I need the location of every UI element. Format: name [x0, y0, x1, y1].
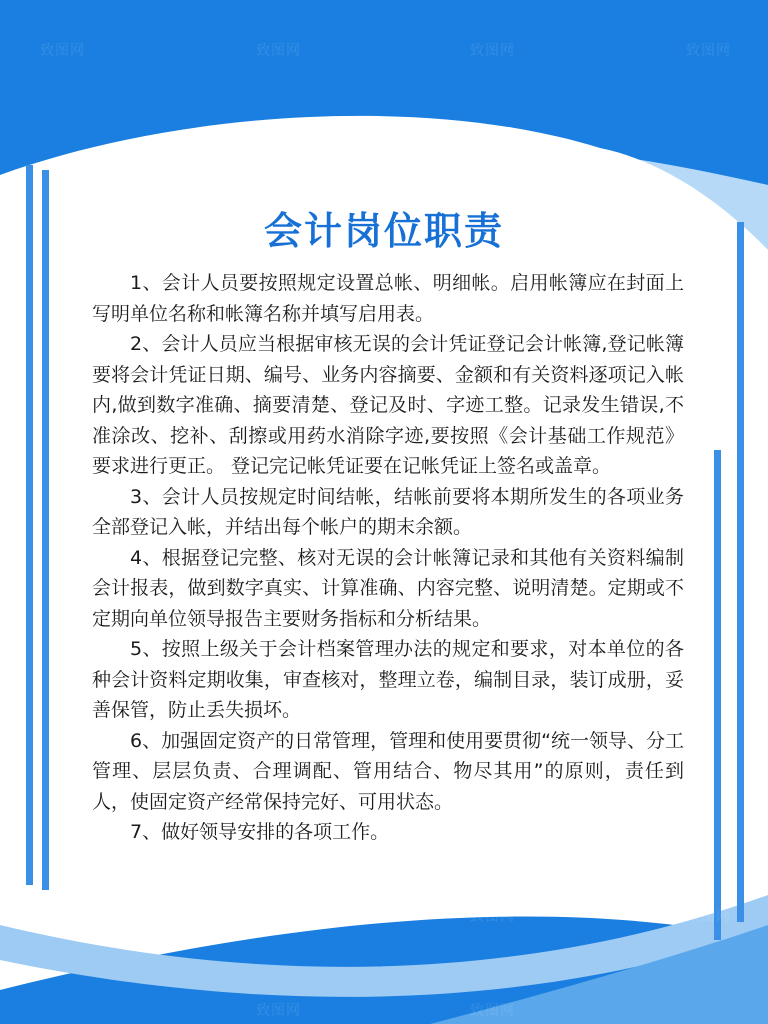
duty-item-3: 3、会计人员按规定时间结帐，结帐前要将本期所发生的各项业务全部登记入帐，并结出每个帐户的期末余额。	[92, 485, 684, 538]
watermark: 致图网	[470, 909, 515, 925]
decor-bar-left-1	[26, 165, 33, 885]
watermark: 致图网	[256, 909, 301, 925]
duty-item-7: 7、做好领导安排的各项工作。	[130, 821, 390, 843]
duty-item-6: 6、加强固定资产的日常管理，管理和使用要贯彻“统一领导、分工管理、层层负责、合理调配、管用结合、物尽其用”的原则，责任到人，使固定资产经常保持完好、可用状态。	[92, 729, 684, 813]
duty-list	[92, 268, 684, 848]
duty-item-5: 5、按照上级关于会计档案管理办法的规定和要求，对本单位的各种会计资料定期收集，审查核对，整理立卷，编制目录，装订成册，妥善保管，防止丢失损坏。	[92, 638, 684, 721]
watermark: 致图网	[40, 43, 85, 59]
decor-bar-left-2	[42, 170, 49, 890]
watermark: 致图网	[470, 1003, 515, 1019]
watermark: 致图网	[686, 909, 731, 925]
duty-item-4: 4、根据登记完整、核对无误的会计帐簿记录和其他有关资料编制会计报表，做到数字真实、计算准确、内容完整、说明清楚。定期或不定期向单位领导报告主要财务指标和分析结果。	[92, 546, 684, 630]
decor-bar-right-1	[737, 222, 744, 922]
watermark: 致图网	[40, 909, 85, 925]
duty-item-2: 2、会计人员应当根据审核无误的会计凭证登记会计帐簿,登记帐簿要将会计凭证日期、编号、业务内容摘要、金额和有关资料逐项记入帐内,做到数字准确、摘要清楚、登记及时、字迹工整。记录发生错误,不准涂改、挖补、刮擦或用药水消除字迹,要按照《会计基础工作规范》要求进行更正。 登记完记帐凭证要在记帐凭证上签名或盖章。	[92, 333, 684, 477]
watermark: 致图网	[256, 1003, 301, 1019]
duty-item-1: 1、会计人员要按照规定设置总帐、明细帐。启用帐簿应在封面上写明单位名称和帐簿名称并填写启用表。	[92, 272, 684, 325]
watermark: 致图网	[470, 43, 515, 59]
watermark: 致图网	[686, 43, 731, 59]
decor-bar-right-2	[714, 450, 721, 940]
page-title: 会计岗位职责	[263, 209, 504, 253]
watermark: 致图网	[256, 43, 301, 59]
